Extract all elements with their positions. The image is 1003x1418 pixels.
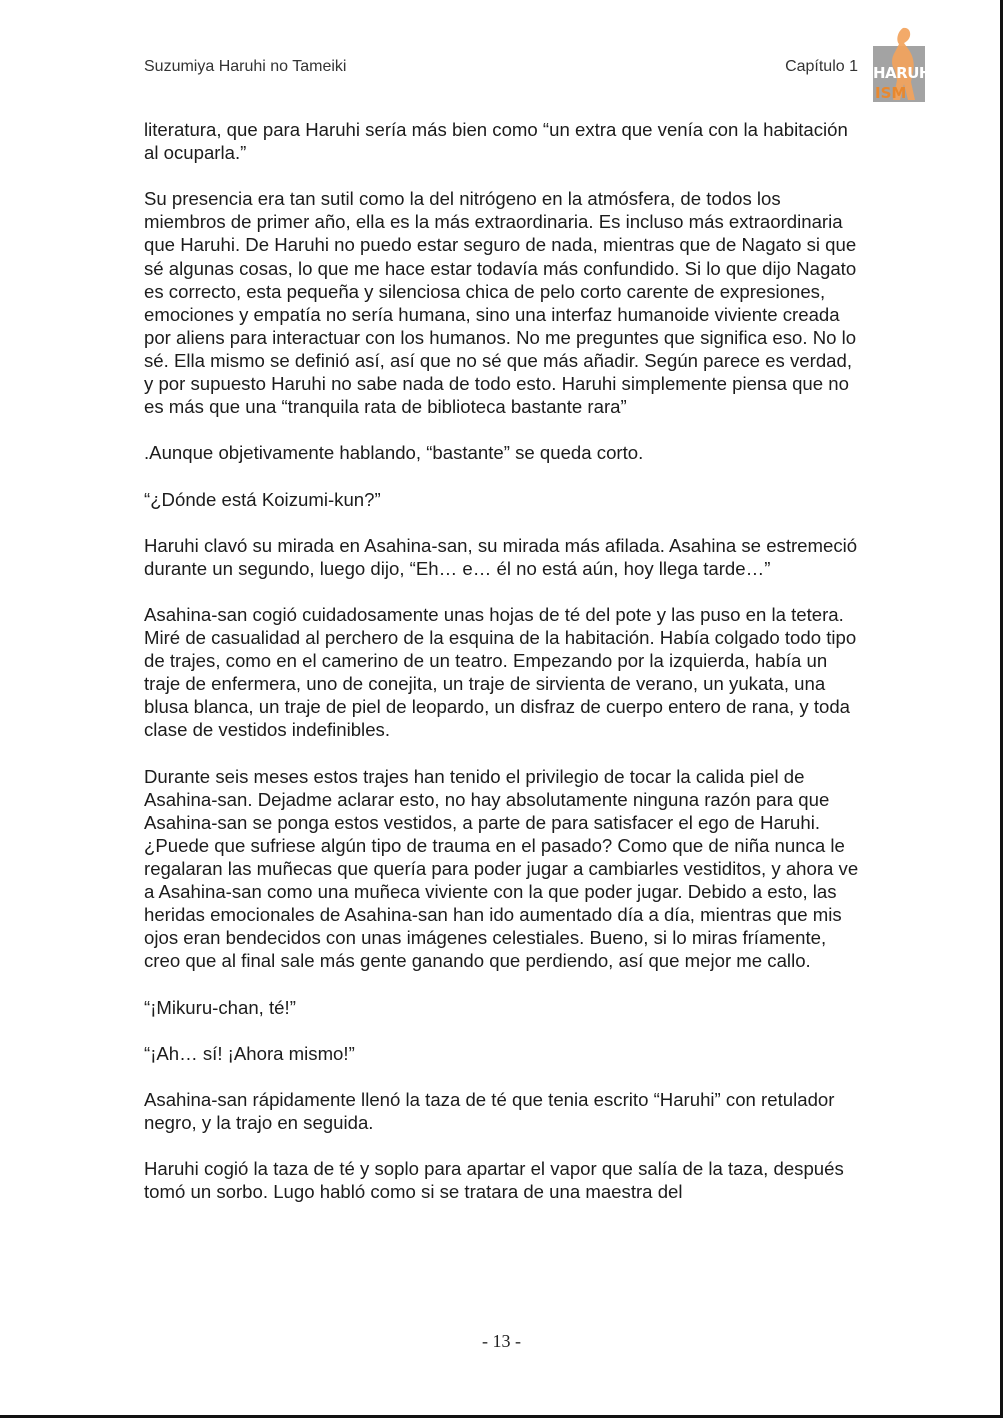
paragraph: Su presencia era tan sutil como la del nitrógeno en la atmósfera, de todos los miembros de primer año, ella es la más extraordinaria. Es incluso más extraordinaria que Haruhi. De Haruhi no puedo estar seguro de nada, mientras que de Nagato si que sé algunas cosas, lo que me hace estar todavía más confundido. Si lo que dijo Nagato es correcto, esta pequeña y silenciosa chica de pelo corto carente de expresiones, emociones y empatía no sería humana, sino una interfaz humanoide viviente creada por aliens para interactuar con los humanos. No me preguntes que significa eso. No lo sé. Ella mismo se definió así, así que no sé que más añadir. Según parece es verdad, y por supuesto Haruhi no sabe nada de todo esto. Haruhi simplemente piensa que no es más que una “tranquila rata de biblioteca bastante rara”: [144, 188, 857, 418]
paragraph: Asahina-san rápidamente llenó la taza de té que tenia escrito “Haruhi” con retulador negro, y la trajo en seguida.: [144, 1088, 835, 1134]
paragraph: “¿Dónde está Koizumi-kun?”: [144, 488, 381, 510]
book-title: Suzumiya Haruhi no Tameiki: [144, 58, 347, 75]
haruhi-ism-logo: [869, 26, 937, 102]
page-number: - 13 -: [482, 1331, 521, 1351]
paragraph: .Aunque objetivamente hablando, “bastante” se queda corto.: [144, 442, 644, 464]
paragraph: literatura, que para Haruhi sería más bien como “un extra que venía con la habitación al ocuparla.”: [144, 119, 848, 164]
svg-text:HARUHI: HARUHI: [873, 64, 937, 82]
paragraph: Haruhi cogió la taza de té y soplo para apartar el vapor que salía de la taza, después tomó un sorbo. Lugo habló como si se tratara de una maestra del: [144, 1158, 844, 1203]
chapter-label: Capítulo 1: [785, 58, 858, 75]
paragraph: Durante seis meses estos trajes han tenido el privilegio de tocar la calida piel de Asahina-san. Dejadme aclarar esto, no hay absolutamente ninguna razón para que Asahina-san se ponga estos vestidos, a parte de para satisfacer el ego de Haruhi. ¿Puede que sufriese algún tipo de trauma en el pasado? Como que de niña nunca le regalaran las muñecas que quería para poder jugar a cambiarles vestiditos, y ahora ve a Asahina-san como una muñeca viviente con la que poder jugar. Debido a esto, las heridas emocionales de Asahina-san han ido aumentado día a día, mientras que mis ojos eran bendecidos con unas imágenes celestiales. Bueno, si lo miras fríamente, creo que al final sale más gente ganando que perdiendo, así que mejor me callo.: [144, 765, 859, 972]
svg-text:ISM: ISM: [875, 84, 907, 102]
paragraph: “¡Ah… sí! ¡Ahora mismo!”: [144, 1042, 355, 1064]
paragraph: Asahina-san cogió cuidadosamente unas hojas de té del pote y las puso en la tetera. Miré de casualidad al perchero de la esquina de la habitación. Había colgado todo tipo de trajes, como en el camerino de un teatro. Empezando por la izquierda, había un traje de enfermera, uno de conejita, un traje de sirvienta de verano, un yukata, una blusa blanca, un traje de piel de leopardo, un disfraz de cuerpo entero de rana, y toda clase de vestidos indefinibles.: [144, 603, 857, 741]
page-header: [144, 58, 858, 82]
chapter-body-text: [144, 118, 860, 1227]
paragraph: Haruhi clavó su mirada en Asahina-san, su mirada más afilada. Asahina se estremeció durante un segundo, luego dijo, “Eh… e… él no está aún, hoy llega tarde…”: [144, 534, 858, 579]
paragraph: “¡Mikuru-chan, té!”: [144, 996, 296, 1018]
